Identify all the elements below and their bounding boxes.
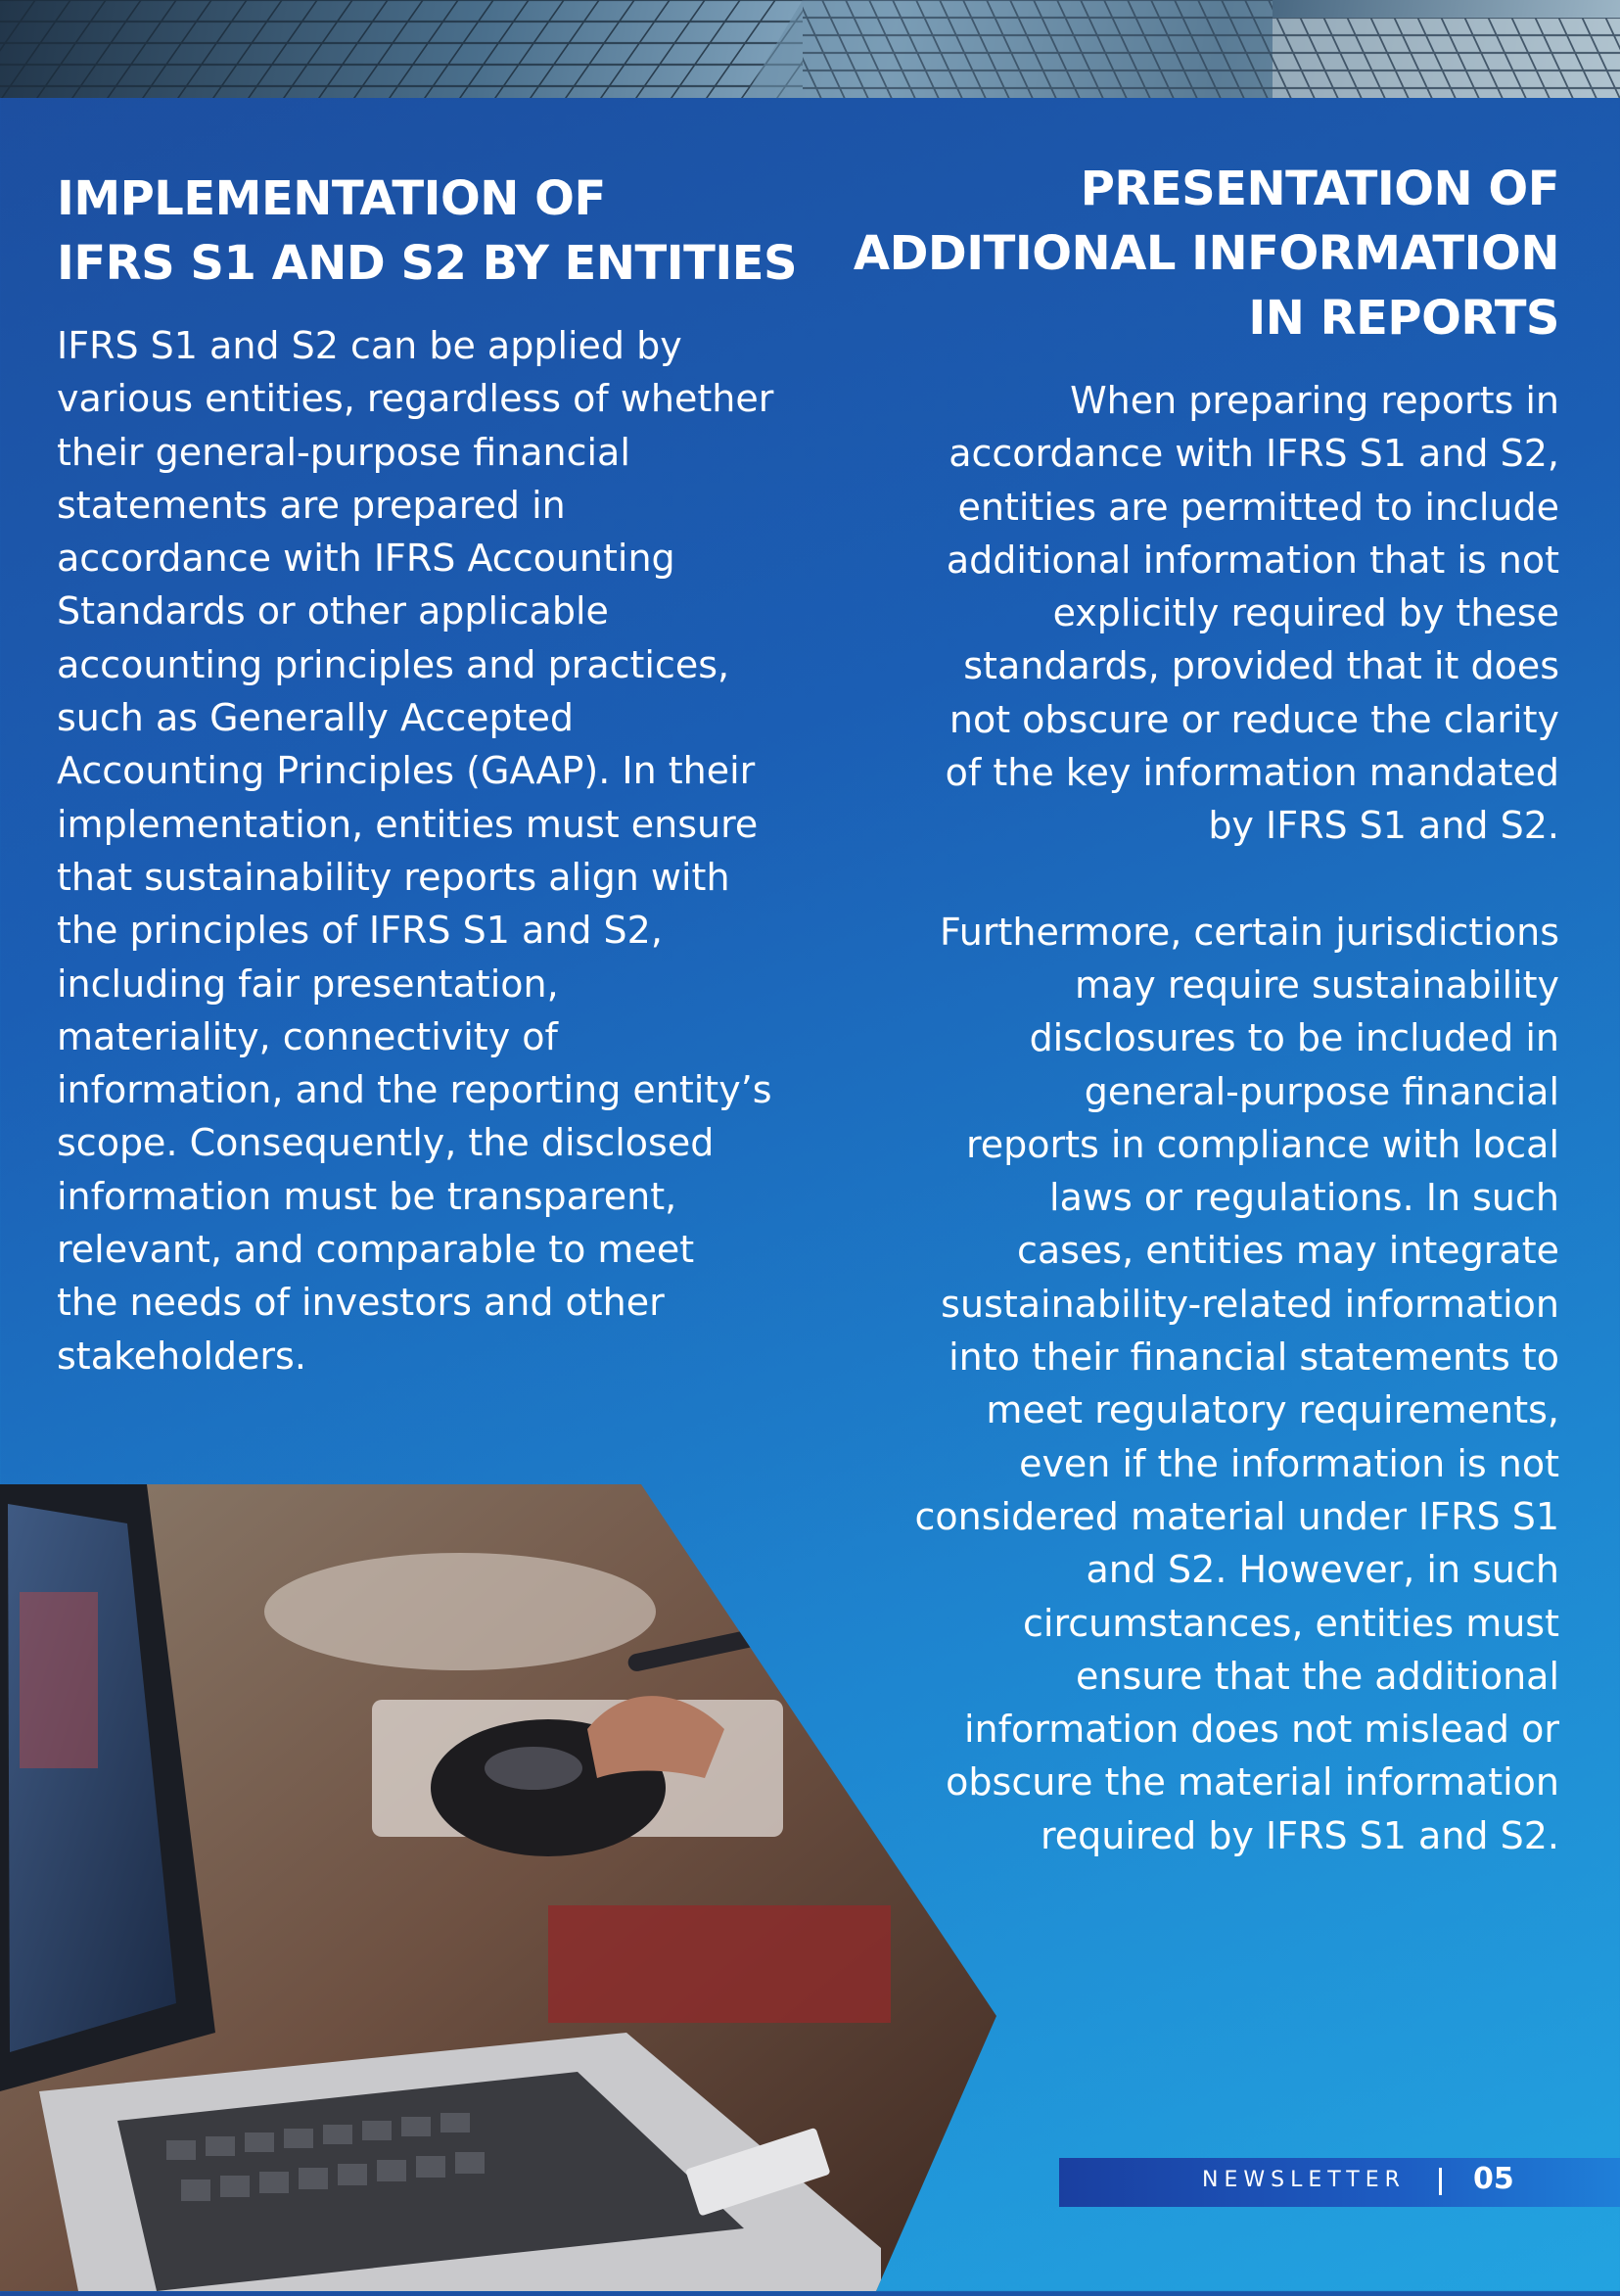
laptop-photo [0, 1484, 998, 2291]
footer-divider [1439, 2168, 1442, 2195]
footer-bar [1059, 2158, 1620, 2207]
implementation-section [57, 166, 801, 1382]
implementation-heading: IMPLEMENTATION OF IFRS S1 AND S2 BY ENTITIES [57, 171, 798, 291]
header-building-photo [0, 0, 1620, 98]
laptop-mouse-illustration [0, 1484, 998, 2291]
additional-information-paragraph-1: When preparing reports in accordance with IFRS S1 and S2, entities are permitted to include additional information that is not explicitly required by these standards, provided that it does not obscure or reduce the clarity of the key information mandated by IFRS S1 and S2. [945, 379, 1559, 848]
implementation-body: IFRS S1 and S2 can be applied by various entities, regardless of whether their general-purpose financial statements are prepared in accordance with IFRS Accounting Standards or other applicable accounting principles and practices, such as Generally Accepted Accounting Principles (GAAP). In their implementation, entities must ensure that sustainability reports align with the principles of IFRS S1 and S2, including fair presentation, materiality, connectivity of information, and the reporting entity’s scope. Consequently, the disclosed information must be transparent, relevant, and comparable to meet the needs of investors and other stakeholders. [57, 324, 774, 1378]
page-number: 05 [1473, 2162, 1514, 2196]
glass-facade-illustration [0, 0, 1620, 98]
additional-information-heading: PRESENTATION OF ADDITIONAL INFORMATION IN REPORTS [853, 162, 1559, 346]
newsletter-label: NEWSLETTER [1202, 2168, 1406, 2192]
additional-information-paragraph-2: Furthermore, certain jurisdictions may require sustainability disclosures to be included in general-purpose financial reports in compliance with local laws or regulations. In such cases, entities may integrate sustainability-related information into their financial statements to meet regulatory requirements, even if the information is not considered material under IFRS S1 and S2. However, in such circumstances, entities must ensure that the additional information does not mislead or obscure the material information required by IFRS S1 and S2. [914, 910, 1559, 1857]
